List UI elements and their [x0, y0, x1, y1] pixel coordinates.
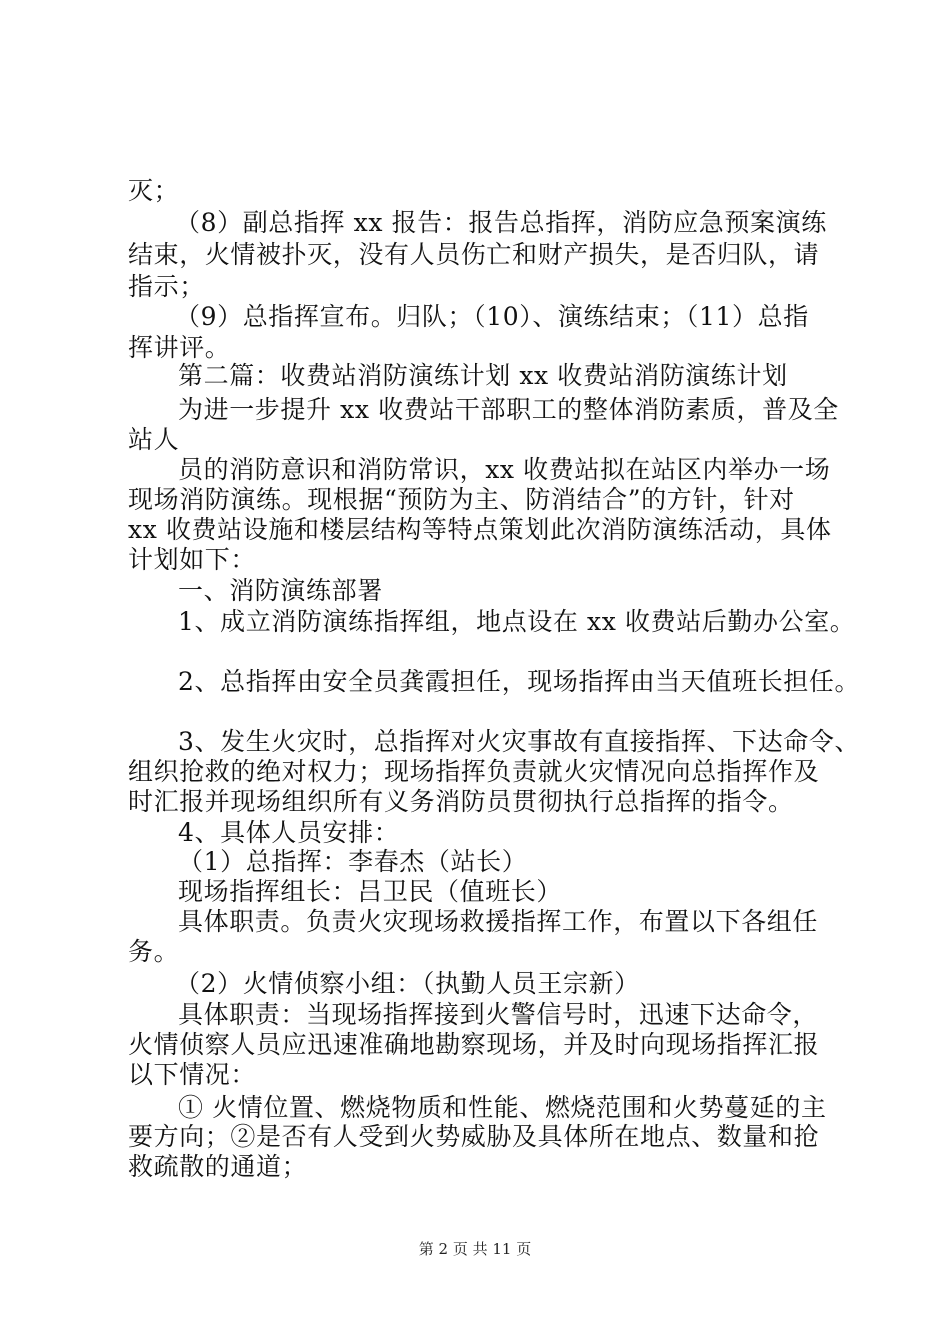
text-line-1: 灭； — [128, 176, 180, 205]
text-line-27: 火情侦察人员应迅速准确地勘察现场，并及时向现场指挥汇报 — [128, 1030, 820, 1059]
text-line-7: 第二篇：收费站消防演练计划 xx 收费站消防演练计划 — [178, 361, 788, 390]
text-line-23: 具体职责。负责火灾现场救援指挥工作，布置以下各组任 — [178, 907, 819, 936]
text-line-14: 一、消防演练部署 — [178, 576, 383, 605]
text-line-24: 务。 — [128, 937, 180, 966]
text-line-30: 要方向；②是否有人受到火势威胁及具体所在地点、数量和抢 — [128, 1122, 820, 1151]
text-line-28: 以下情况： — [128, 1060, 257, 1089]
text-line-15: 1、成立消防演练指挥组，地点设在 xx 收费站后勤办公室。 — [178, 607, 856, 636]
text-line-26: 具体职责：当现场指挥接到火警信号时，迅速下达命令， — [178, 1000, 819, 1029]
text-line-31: 救疏散的通道； — [128, 1152, 308, 1181]
text-line-4: 指示； — [128, 272, 205, 301]
text-line-25: （2）火情侦察小组：（执勤人员王宗新） — [175, 969, 640, 998]
text-line-11: 现场消防演练。现根据“预防为主、防消结合”的方针，针对 — [128, 485, 795, 514]
text-line-20: 4、具体人员安排： — [178, 818, 400, 847]
text-line-29: ① 火情位置、燃烧物质和性能、燃烧范围和火势蔓延的主 — [178, 1093, 827, 1122]
text-line-13: 计划如下： — [128, 545, 257, 574]
text-line-21: （1）总指挥：李春杰（站长） — [178, 847, 528, 876]
text-line-5: （9）总指挥宣布。归队；（10）、演练结束；（11）总指 — [175, 302, 809, 331]
text-line-19: 时汇报并现场组织所有义务消防员贯彻执行总指挥的指令。 — [128, 787, 794, 816]
text-line-3: 结束，火情被扑灭，没有人员伤亡和财产损失，是否归队，请 — [128, 240, 820, 269]
text-line-17: 3、发生火灾时，总指挥对火灾事故有直接指挥、下达命令、 — [178, 727, 861, 756]
text-line-9: 站人 — [128, 425, 180, 454]
text-line-2: （8）副总指挥 xx 报告：报告总指挥，消防应急预案演练 — [175, 208, 827, 237]
text-line-8: 为进一步提升 xx 收费站干部职工的整体消防素质，普及全 — [178, 395, 839, 424]
text-line-6: 挥讲评。 — [128, 333, 231, 362]
text-line-16: 2、总指挥由安全员龚霞担任，现场指挥由当天值班长担任。 — [178, 667, 861, 696]
page-footer: 第 2 页 共 11 页 — [418, 1240, 532, 1258]
text-line-10: 员的消防意识和消防常识，xx 收费站拟在站区内举办一场 — [178, 455, 831, 484]
text-line-22: 现场指挥组长：吕卫民（值班长） — [178, 877, 563, 906]
text-line-12: xx 收费站设施和楼层结构等特点策划此次消防演练活动，具体 — [128, 515, 832, 544]
text-line-18: 组织抢救的绝对权力；现场指挥负责就火灾情况向总指挥作及 — [128, 757, 820, 786]
